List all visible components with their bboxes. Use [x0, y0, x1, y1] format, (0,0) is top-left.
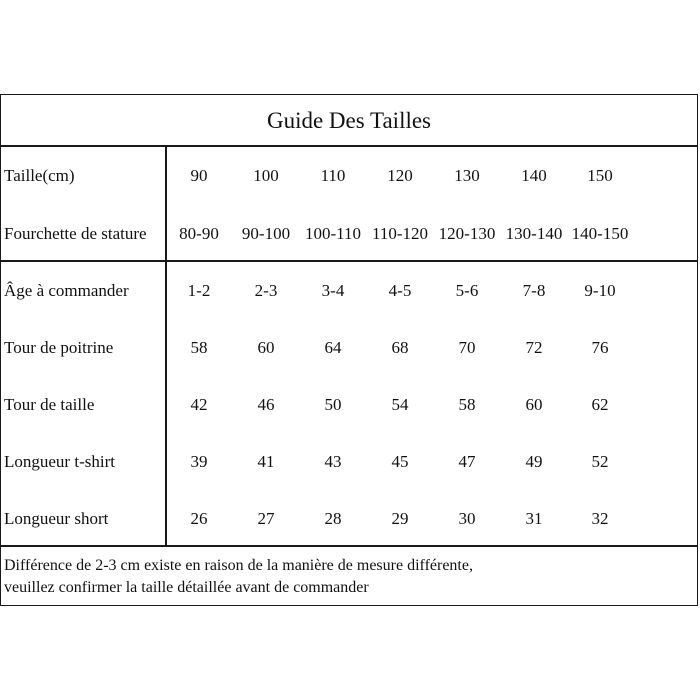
row-fourchette-stature: [1, 205, 697, 262]
measurement-note: [4, 555, 473, 599]
cell: 58: [458, 395, 476, 414]
cell: 140: [521, 166, 547, 185]
cell: 54: [391, 395, 409, 414]
cell: 39: [190, 452, 208, 471]
row-label: Taille(cm): [4, 166, 75, 185]
cell: 58: [190, 338, 208, 357]
cell: 50: [324, 395, 342, 414]
row-tour-taille: [1, 376, 697, 433]
cell: 120-130: [438, 224, 496, 243]
cell: 68: [391, 338, 409, 357]
cell: 120: [387, 166, 413, 185]
row-label: Âge à commander: [4, 281, 129, 300]
size-guide-title: Guide Des Tailles: [1, 95, 697, 147]
cell: 42: [190, 395, 208, 414]
cell: 4-5: [388, 281, 412, 300]
cell: 30: [458, 509, 476, 528]
cell: 46: [257, 395, 275, 414]
row-label: Longueur t-shirt: [4, 452, 115, 471]
row-tour-poitrine: [1, 319, 697, 376]
row-label: Tour de taille: [4, 395, 95, 414]
cell: 62: [591, 395, 609, 414]
cell: 49: [525, 452, 543, 471]
row-longueur-tshirt: [1, 433, 697, 490]
row-label: Longueur short: [4, 509, 109, 528]
cell: 47: [458, 452, 476, 471]
cell: 52: [591, 452, 609, 471]
cell: 28: [324, 509, 342, 528]
cell: 90: [190, 166, 208, 185]
cell: 90-100: [241, 224, 291, 243]
cell: 60: [525, 395, 543, 414]
row-label: Fourchette de stature: [4, 224, 147, 243]
cell: 26: [190, 509, 208, 528]
cell: 76: [591, 338, 609, 357]
cell: 64: [324, 338, 342, 357]
cell: 110: [320, 166, 346, 185]
cell: 5-6: [455, 281, 479, 300]
cell: 80-90: [179, 224, 219, 243]
cell: 32: [591, 509, 609, 528]
cell: 150: [587, 166, 613, 185]
cell: 31: [525, 509, 543, 528]
size-guide-chart: [0, 94, 698, 606]
cell: 3-4: [321, 281, 345, 300]
cell: 45: [391, 452, 409, 471]
cell: 100-110: [304, 224, 362, 243]
cell: 72: [525, 338, 543, 357]
cell: 1-2: [187, 281, 211, 300]
row-age: [1, 262, 697, 319]
row-label: Tour de poitrine: [4, 338, 114, 357]
note-line-1: Différence de 2-3 cm existe en raison de la manière de mesure différente,: [4, 557, 473, 574]
cell: 140-150: [571, 224, 629, 243]
cell: 27: [257, 509, 275, 528]
note-line-2: veuillez confirmer la taille détaillée avant de commander: [4, 579, 369, 596]
cell: 70: [458, 338, 476, 357]
cell: 29: [391, 509, 409, 528]
cell: 60: [257, 338, 275, 357]
cell: 2-3: [254, 281, 278, 300]
cell: 100: [253, 166, 279, 185]
cell: 130: [454, 166, 480, 185]
cell: 110-120: [371, 224, 429, 243]
cell: 9-10: [584, 281, 616, 300]
row-longueur-short: [1, 490, 697, 547]
cell: 130-140: [505, 224, 563, 243]
row-taille: [1, 147, 697, 204]
cell: 41: [257, 452, 275, 471]
cell: 43: [324, 452, 342, 471]
cell: 7-8: [522, 281, 546, 300]
